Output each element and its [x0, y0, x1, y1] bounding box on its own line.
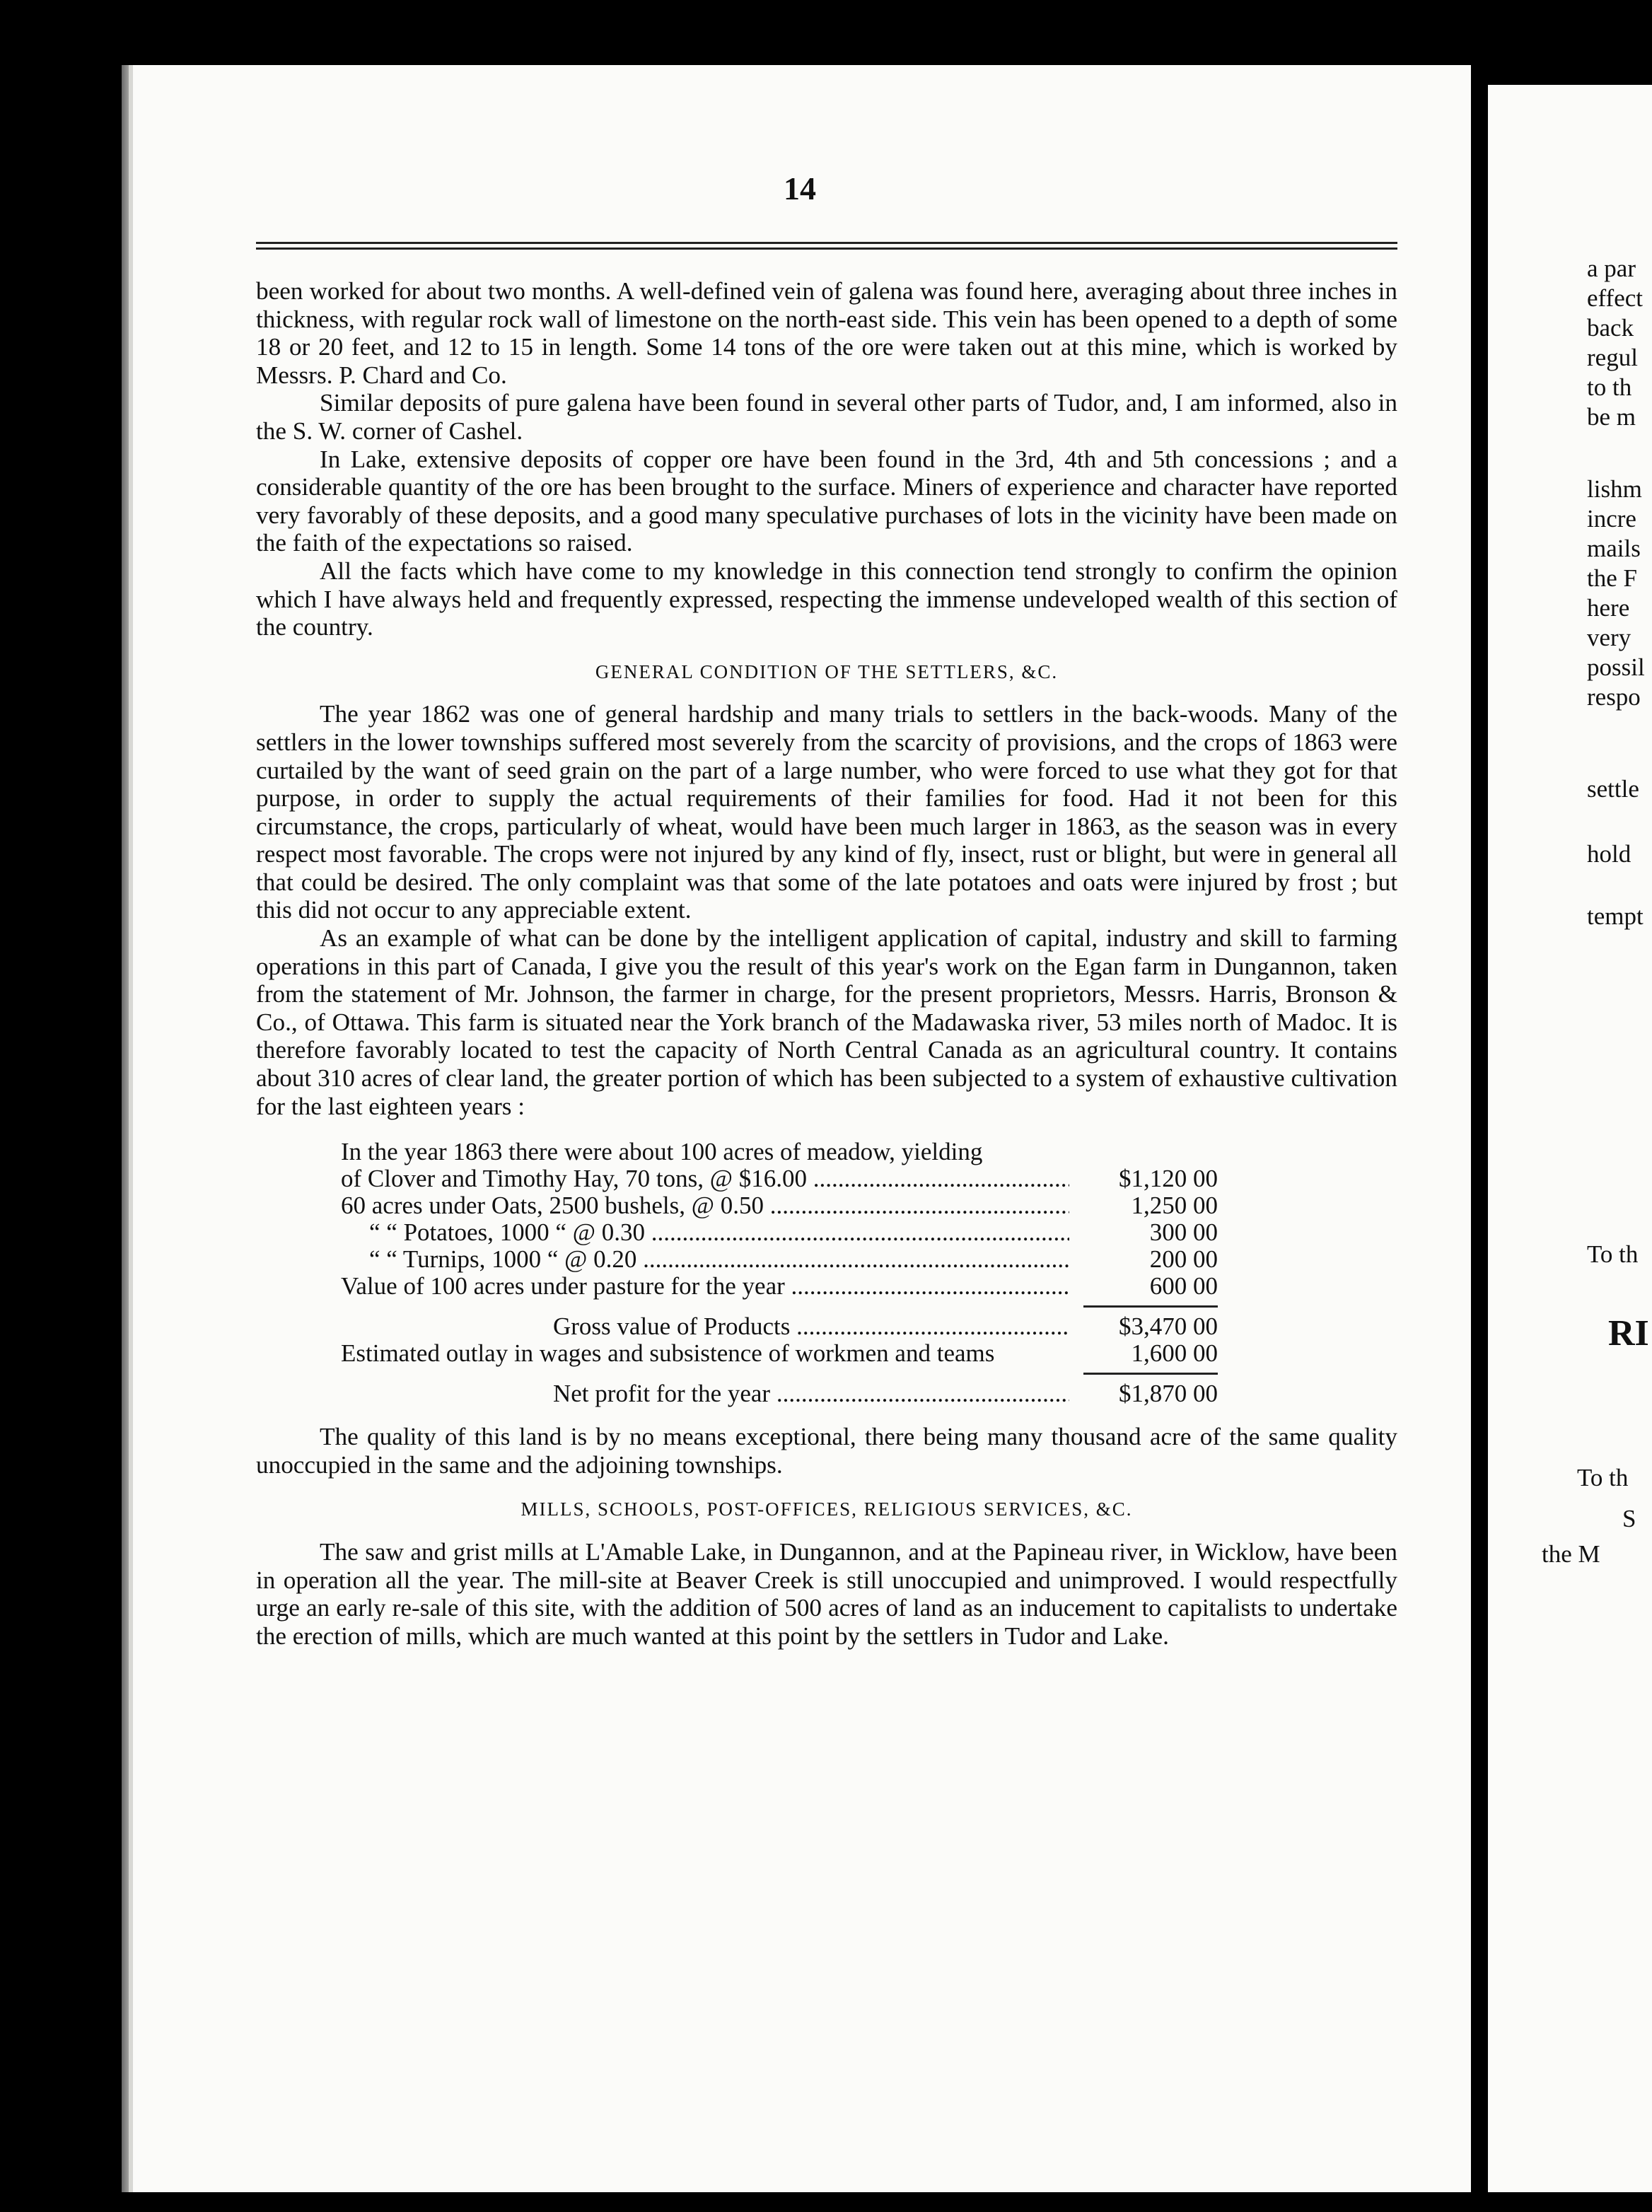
- facing-text: incre: [1587, 505, 1636, 532]
- row-label: Value of 100 acres under pasture for the year .....: [341, 1273, 1069, 1300]
- paragraph: The saw and grist mills at L'Amable Lake, in Dungannon, and at the Papineau river, in Wicklow, have been in operation all the year. The mill-site at Beaver Creek is still unoccupied and unimproved. I would respectfully urge an early re-sale of this site, with the addition of 500 acres of land as an inducement to capitalists to undertake the erection of mills, which are much wanted at this point by the settlers in Tudor and Lake.: [256, 1538, 1397, 1650]
- header-rule: [256, 248, 1397, 250]
- body-text: [256, 277, 1397, 1650]
- net-amount: $1,870 00: [1119, 1380, 1218, 1408]
- facing-text: lishm: [1587, 475, 1642, 503]
- facing-text: very: [1587, 624, 1631, 651]
- facing-text: S: [1622, 1505, 1636, 1532]
- table-row: [341, 1313, 1218, 1340]
- facing-text: the F: [1587, 564, 1637, 592]
- outlay-amount: 1,600 00: [1131, 1339, 1218, 1368]
- facing-text: tempt: [1587, 902, 1644, 930]
- row-label: “ “ Turnips, 1000 “ @ 0.20 .....: [341, 1246, 1069, 1273]
- facing-text: the M: [1542, 1540, 1600, 1568]
- gross-amount: $3,470 00: [1119, 1312, 1218, 1341]
- paragraph: The quality of this land is by no means exceptional, there being many thousand acre of the same quality unoccupied in the same and the adjoining townships.: [256, 1423, 1397, 1479]
- facing-text: back: [1587, 314, 1634, 342]
- paragraph: In Lake, extensive deposits of copper ore have been found in the 3rd, 4th and 5th concessions ; and a considerable quantity of the ore has been brought to the surface. Miners of experience and character have reported very favorably of these deposits, and a good many speculative purchases of lots in the vicinity have been made on the faith of the expectations so raised.: [256, 445, 1397, 557]
- facing-text: To th: [1587, 1240, 1639, 1268]
- facing-text: here: [1587, 594, 1630, 622]
- section-heading: GENERAL CONDITION OF THE SETTLERS, &C.: [595, 660, 1059, 682]
- page-number: 14: [784, 170, 816, 206]
- document-page: [129, 65, 1471, 2192]
- facing-text: regul: [1587, 344, 1638, 371]
- outlay-label: Estimated outlay in wages and subsistence of workmen and teams: [341, 1340, 995, 1368]
- facing-text: To th: [1577, 1464, 1629, 1491]
- paragraph: been worked for about two months. A well-defined vein of galena was found here, averaging about three inches in thickness, with regular rock wall of limestone on the north-east side. This vein has been opened to a depth of some 18 or 20 feet, and 12 to 15 in length. Some 14 tons of the ore were taken out at this mine, which is worked by Messrs. P. Chard and Co.: [256, 277, 1397, 389]
- section-heading: MILLS, SCHOOLS, POST-OFFICES, RELIGIOUS SERVICES, &C.: [520, 1498, 1133, 1520]
- sum-rule: [1083, 1373, 1218, 1375]
- table-row: [341, 1139, 1218, 1165]
- facing-text: respo: [1587, 683, 1641, 711]
- table-row: [341, 1246, 1218, 1273]
- facing-text: to th: [1587, 373, 1632, 401]
- paragraph: As an example of what can be done by the intelligent application of capital, industry and skill to farming operations in this part of Canada, I give you the result of this year's work on the Egan farm in Dungannon, taken from the statement of Mr. Johnson, the farmer in charge, for the present proprietors, Messrs. Harris, Bronson & Co., of Ottawa. This farm is situated near the York branch of the Madawaska river, 53 miles north of Madoc. It is therefore favorably located to test the capacity of North Central Canada as an agricultural country. It contains about 310 acres of clear land, the greater portion of which has been subjected to a system of exhaustive cultivation for the last eighteen years :: [256, 924, 1397, 1120]
- facing-text: settle: [1587, 775, 1639, 803]
- row-label: 60 acres under Oats, 2500 bushels, @ 0.50 .....: [341, 1192, 1069, 1219]
- facing-text: possil: [1587, 653, 1645, 681]
- table-row: [341, 1273, 1218, 1300]
- paragraph: The year 1862 was one of general hardship and many trials to settlers in the back-woods. Many of the settlers in the lower townships suffered most severely from the scarcity of provisions, and the crops of 1863 were curtailed by the want of seed grain on the part of a large number, who were forced to use what they got for that purpose, in order to supply the actual requirements of their families for food. Had it not been for this circumstance, the crops, particularly of wheat, would have been much larger in 1863, as the season was in every respect most favorable. The crops were not injured by any kind of fly, insect, rust or blight, but were in general all that could be desired. The only complaint was that some of the late potatoes and oats were injured by frost ; but this did not occur to any appreciable extent.: [256, 700, 1397, 924]
- table-intro: In the year 1863 there were about 100 acres of meadow, yielding: [341, 1139, 983, 1166]
- table-row: [341, 1165, 1218, 1192]
- facing-text: a par: [1587, 255, 1636, 282]
- facing-text: mails: [1587, 535, 1641, 562]
- gross-label: Gross value of Products .....: [341, 1313, 1069, 1340]
- row-label: of Clover and Timothy Hay, 70 tons, @ $16.00 .....: [341, 1165, 1069, 1192]
- row-amount: 1,250 00: [1131, 1192, 1218, 1220]
- row-label: “ “ Potatoes, 1000 “ @ 0.30 .....: [341, 1219, 1069, 1246]
- row-amount: 600 00: [1149, 1272, 1218, 1300]
- facing-page: [1488, 85, 1652, 2192]
- row-amount: 200 00: [1149, 1245, 1218, 1274]
- header-rule: [256, 242, 1397, 244]
- row-amount: $1,120 00: [1119, 1165, 1218, 1193]
- facing-text: hold: [1587, 840, 1631, 868]
- sum-rule: [1083, 1305, 1218, 1308]
- table-row: [341, 1340, 1218, 1367]
- facing-text: be m: [1587, 403, 1636, 431]
- paragraph: Similar deposits of pure galena have been found in several other parts of Tudor, and, I am informed, also in the S. W. corner of Cashel.: [256, 389, 1397, 445]
- farm-accounts-table: [341, 1139, 1218, 1407]
- facing-text: effect: [1587, 284, 1644, 312]
- table-row: [341, 1192, 1218, 1219]
- paragraph: All the facts which have come to my knowledge in this connection tend strongly to confirm the opinion which I have always held and frequently expressed, respecting the immense undeveloped wealth of this section of the country.: [256, 557, 1397, 641]
- table-row: [341, 1380, 1218, 1407]
- facing-heading: RI: [1608, 1313, 1649, 1354]
- page-gutter: [1471, 65, 1488, 2192]
- row-amount: 300 00: [1149, 1218, 1218, 1247]
- net-label: Net profit for the year .....: [341, 1380, 1069, 1407]
- table-row: [341, 1219, 1218, 1246]
